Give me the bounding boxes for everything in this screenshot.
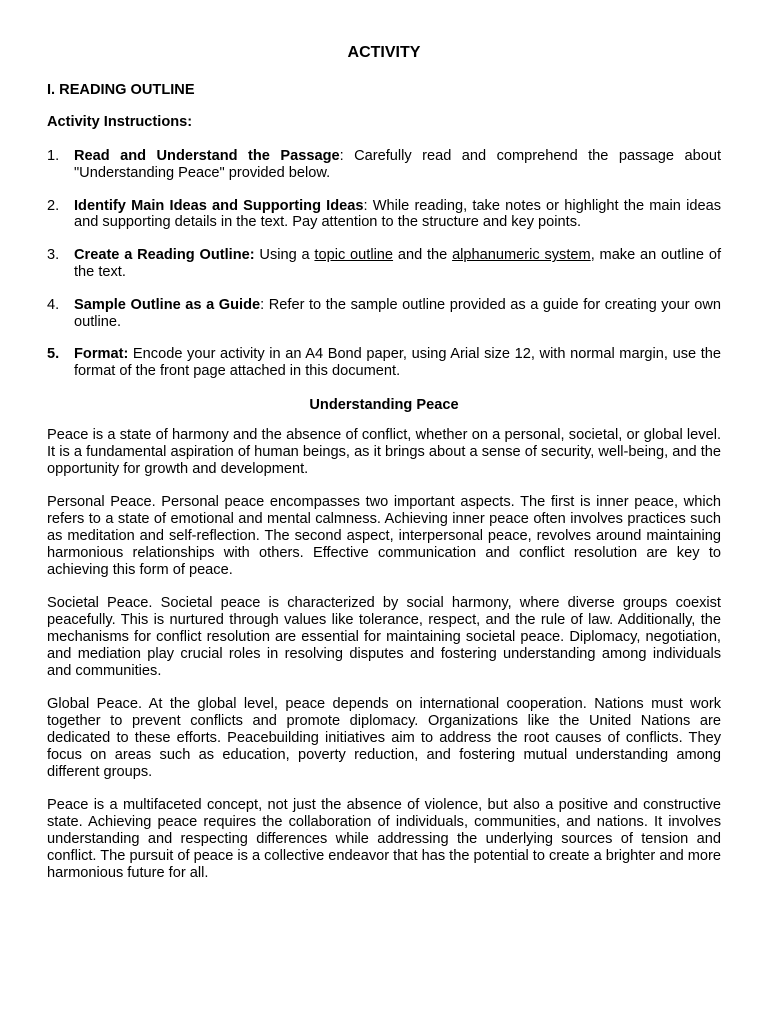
alphanumeric-system-term: alphanumeric system bbox=[452, 247, 591, 264]
passage-paragraph: Peace is a state of harmony and the absence of conflict, whether on a personal, societal, or global level. It is a fundamental aspiration of human beings, as it brings about a sense of security, well-being, and the opportunity for growth and development. bbox=[47, 426, 721, 477]
list-item-text: Using a bbox=[254, 247, 315, 264]
list-item bbox=[47, 247, 721, 281]
list-item bbox=[47, 297, 721, 331]
list-item-bold-label: Create a Reading Outline: bbox=[74, 247, 255, 264]
passage-paragraph: Societal Peace. Societal peace is characterized by social harmony, where diverse groups coexist peacefully. This is nurtured through values like tolerance, respect, and the rule of law. Additionally, the mechanisms for conflict resolution are essential for maintaining societal peace. Diplomacy, negotiation, and mediation play crucial roles in resolving disputes and fostering understanding among individuals and communities. bbox=[47, 595, 721, 679]
topic-outline-term: topic outline bbox=[314, 247, 394, 264]
list-item bbox=[47, 346, 721, 380]
passage-paragraph: Peace is a multifaceted concept, not just the absence of violence, but also a positive and constructive state. Achieving peace requires the collaboration of individuals, communities, and nations. It involves understanding and respecting differences while addressing the underlying sources of tension and conflict. The pursuit of peace is a collective endeavor that has the potential to create a brighter and more harmonious future for all. bbox=[47, 797, 721, 881]
list-item-number: 3. bbox=[47, 247, 60, 264]
list-item-bold-label: Format: bbox=[74, 346, 129, 363]
passage-paragraph: Global Peace. At the global level, peace depends on international cooperation. Nations must work together to prevent conflicts and promote diplomacy. Organizations like the United Nations are dedicated to these efforts. Peacebuilding initiatives aim to address the root causes of conflicts. They focus on areas such as education, poverty reduction, and fostering mutual understanding among different groups. bbox=[47, 696, 721, 780]
passage-paragraph: Personal Peace. Personal peace encompasses two important aspects. The first is inner peace, which refers to a state of emotional and mental calmness. Achieving inner peace often involves practices such as meditation and self-reflection. The second aspect, interpersonal peace, revolves around maintaining harmonious relationships with others. Effective communication and conflict resolution are key to achieving this form of peace. bbox=[47, 494, 721, 578]
list-item-bold-label: Sample Outline as a Guide bbox=[74, 296, 261, 313]
list-item-number: 2. bbox=[47, 197, 60, 214]
page-title: ACTIVITY bbox=[347, 44, 421, 61]
list-item-text: : Carefully read and comprehend the passage about "Understanding Peace" provided below. bbox=[74, 148, 721, 181]
list-item-number: 1. bbox=[47, 148, 60, 164]
list-item-text: Encode your activity in an A4 Bond paper, using Arial size 12, with normal margin, use the format of the front page attached in this document. bbox=[74, 346, 721, 380]
list-item-text-middle: and the bbox=[393, 247, 453, 264]
list-item-bold-label: Read and Understand the Passage bbox=[74, 148, 340, 164]
list-item-text: : Refer to the sample outline provided as a guide for creating your own outline. bbox=[74, 296, 721, 330]
passage-title: Understanding Peace bbox=[309, 396, 459, 413]
list-item-bold-label: Identify Main Ideas and Supporting Ideas bbox=[74, 197, 364, 214]
list-item bbox=[47, 198, 721, 232]
list-item-number: 5. bbox=[47, 346, 60, 363]
list-item-number: 4. bbox=[47, 296, 60, 313]
instructions-heading: Activity Instructions: bbox=[47, 114, 193, 130]
section-heading: I. READING OUTLINE bbox=[47, 82, 195, 98]
list-item-text-end: , make an outline of the text. bbox=[74, 247, 721, 280]
list-item-text: : While reading, take notes or highlight the main ideas and supporting details in the text. Pay attention to the structure and key points. bbox=[74, 197, 721, 231]
list-item bbox=[47, 148, 721, 182]
instructions-list bbox=[47, 148, 721, 380]
